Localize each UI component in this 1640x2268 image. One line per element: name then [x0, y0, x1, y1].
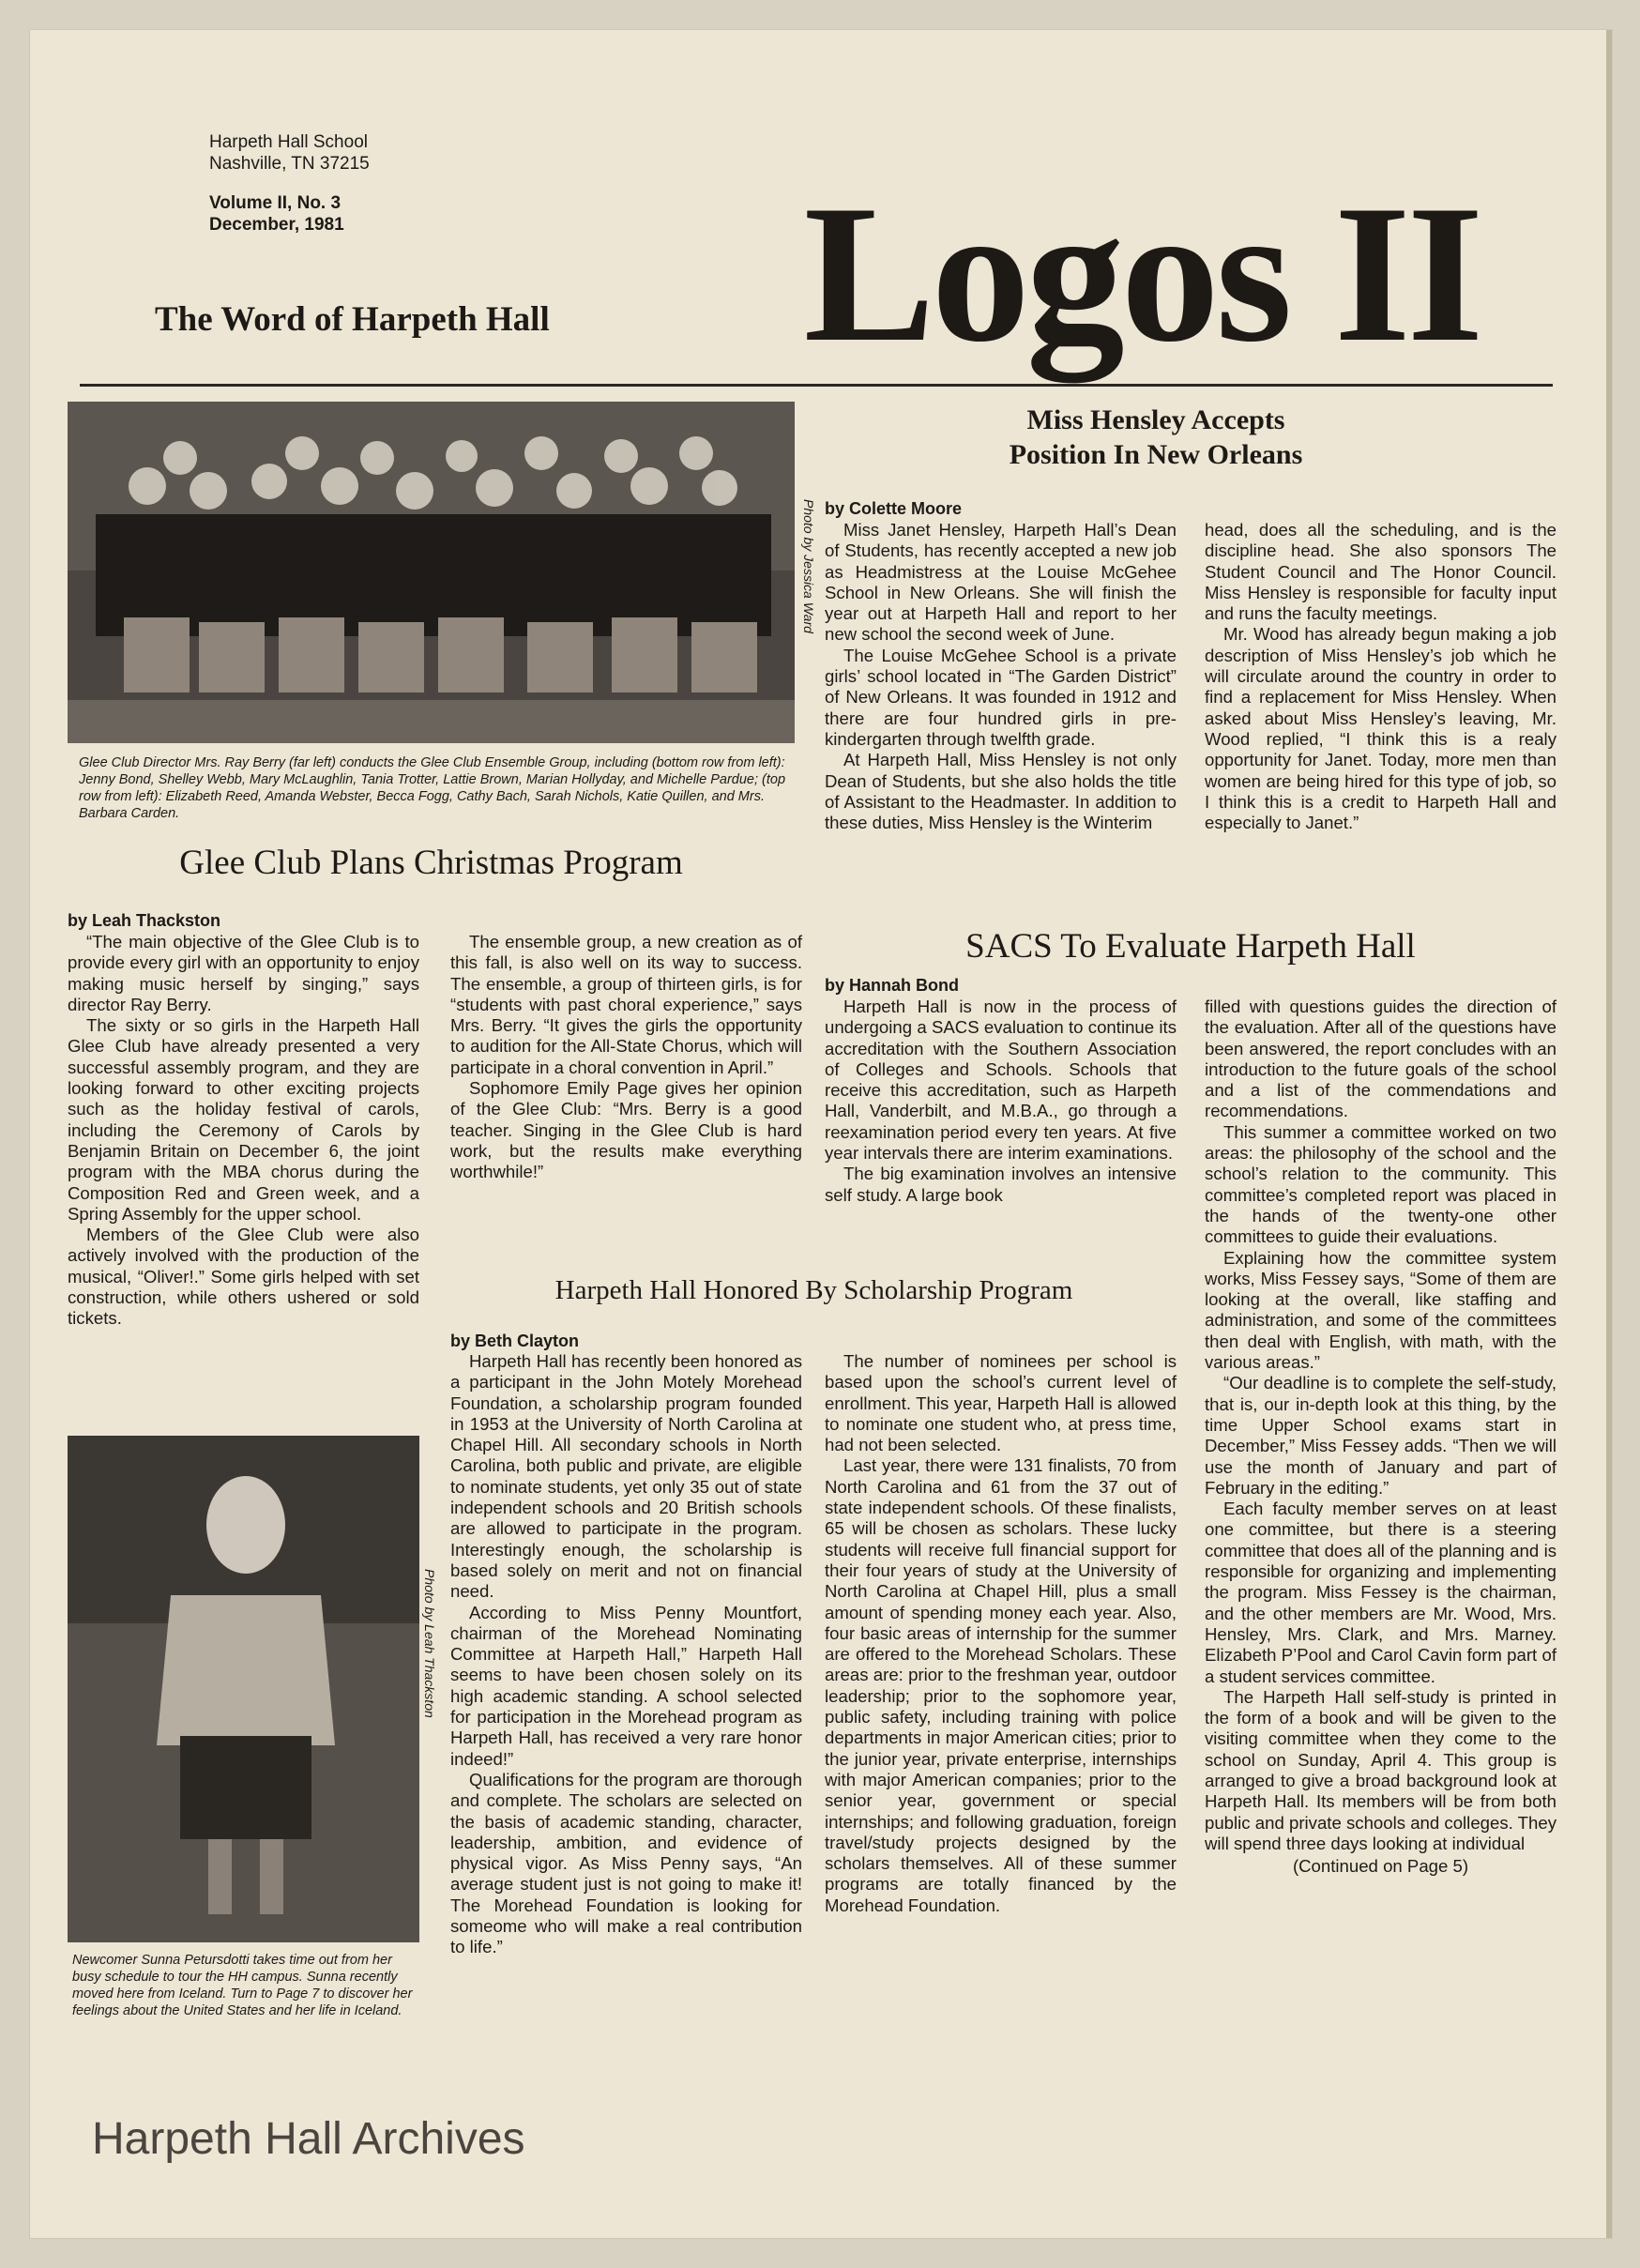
archives-watermark: Harpeth Hall Archives	[92, 2114, 525, 2164]
masthead-rule	[80, 384, 1553, 387]
paragraph: Harpeth Hall is now in the process of undergoing a SACS evaluation to continue its accreditation with the Southern Association of Colleges and Schools. Schools that receive this accreditation, such as Harpeth Hall, Vanderbilt, and M.B.A., go through a reexamination period every ten years. At five year intervals there are interim examinations.	[825, 997, 1177, 1164]
paragraph: Miss Janet Hensley, Harpeth Hall’s Dean of Students, has recently accepted a new job as Headmistress at the Louise McGehee School in New Orleans. She will finish the year out at Harpeth Hall and report to her new school the second week of June.	[825, 520, 1177, 645]
scholarship-headline: Harpeth Hall Honored By Scholarship Program	[554, 1275, 1073, 1305]
paragraph: Harpeth Hall has recently been honored as a participant in the John Motely Morehead Foundation, a scholarship program founded in 1953 at the University of North Carolina at Chapel Hill. All secondary schools in North Carolina, both public and private, are eligible to nominate students, yet only 35 out of state independent schools and 20 British schools are allowed to participate in the program. Interestingly enough, the scholarship is based solely on merit and not on financial need.	[450, 1351, 802, 1602]
scholarship-column-2	[825, 1351, 1177, 1916]
sacs-byline: by Hannah Bond	[825, 976, 959, 995]
paragraph: Qualifications for the program are thorough and complete. The scholars are selected on the basis of academic standing, character, leadership, ambition, and evidence of physical vigor. As Miss Penny says, “An average student just is not going to make it! The Morehead Foundation is looking for someome who will make a real contribution to life.”	[450, 1769, 802, 1957]
sacs-headline: SACS To Evaluate Harpeth Hall	[965, 927, 1416, 966]
glee-photo-caption: Glee Club Director Mrs. Ray Berry (far left) conducts the Glee Club Ensemble Group, including (bottom row from left): Jenny Bond, Shelley Webb, Mary McLaughlin, Tania Trotter, Lattie Brown, Marian Hollyday, and Michelle Pardue; (top row from left): Elizabeth Reed, Amanda Webster, Becca Fogg, Cathy Bach, Sarah Nichols, Katie Quillen, and Mrs. Barbara Carden.	[79, 755, 786, 821]
sacs-column-1	[825, 997, 1177, 1206]
sunna-photo-caption: Newcomer Sunna Petursdotti takes time out from her busy schedule to tour the HH campus. Sunna recently moved here from Iceland. Turn to Page 7 to discover her feelings about the United States and her life in Iceland.	[72, 1953, 413, 2018]
paragraph: filled with questions guides the direction of the evaluation. After all of the questions have been answered, the report concludes with an introduction to the future goals of the school and a list of the commendations and recommendations.	[1205, 997, 1556, 1121]
hensley-byline: by Colette Moore	[825, 499, 963, 518]
paragraph: This summer a committee worked on two areas: the philosophy of the school and the school’s relation to the community. This committee’s completed report was placed in the hands of the twenty-one other committees to guide their evaluations.	[1205, 1121, 1556, 1247]
paragraph: Sophomore Emily Page gives her opinion of the Glee Club: “Mrs. Berry is a good teacher. Singing in the Glee Club is hard work, but the results make everything worthwhile!”	[450, 1078, 802, 1182]
paragraph: The big examination involves an intensive self study. A large book	[825, 1164, 1177, 1205]
glee-headline: Glee Club Plans Christmas Program	[179, 844, 683, 882]
continued-note: (Continued on Page 5)	[1292, 1856, 1469, 1877]
scholarship-column-1	[450, 1351, 802, 1958]
paragraph: “Our deadline is to complete the self-study, that is, our in-depth look at this thing, by the time Upper School exams start in December,” Miss Fessey adds. “Then we will use the month of January and part of February in the editing.”	[1205, 1373, 1556, 1498]
paragraph: At Harpeth Hall, Miss Hensley is not only Dean of Students, but she also holds the title of Assistant to the Headmaster. In addition to these duties, Miss Hensley is the Winterim	[825, 750, 1177, 833]
glee-photo-credit: Photo by Jessica Ward	[801, 499, 816, 633]
paragraph: The ensemble group, a new creation as of this fall, is also well on its way to success. The ensemble, a group of thirteen girls, is for “students with past choral experience,” says Mrs. Berry. “It gives the girls the opportunity to audition for the All-State Chorus, which will participate in a choral convention in April.”	[450, 932, 802, 1077]
tagline: The Word of Harpeth Hall	[155, 300, 550, 339]
paragraph: The Harpeth Hall self-study is printed in the form of a book and will be given to the visiting committee when they come to the school on Sunday, April 4. This group is arranged to give a broad background look at Harpeth Hall. Its members will be from both public and private schools and colleges. They will spend three days looking at individual	[1205, 1686, 1556, 1853]
paragraph: The number of nominees per school is based upon the school’s current level of enrollment. This year, Harpeth Hall is allowed to nominate one student who, at press time, had not been selected.	[825, 1351, 1177, 1455]
paragraph: According to Miss Penny Mountfort, chairman of the Morehead Nominating Committee at Harpeth Hall,” Harpeth Hall seems to have been chosen solely on its high academic standing. A school selected for participation in the Morehead program as Harpeth Hall, has received a very rare honor indeed!”	[450, 1602, 802, 1769]
hensley-column-1	[825, 520, 1177, 833]
newspaper-page	[30, 30, 1612, 2238]
glee-column-2	[450, 932, 802, 1183]
school-name: Harpeth Hall School	[209, 132, 368, 152]
masthead-title: Logos II	[803, 165, 1481, 383]
glee-byline: by Leah Thackston	[68, 911, 221, 930]
paragraph: Explaining how the committee system works, Miss Fessey says, “Some of them are looking at the overall, like staffing and administration, and some of the committees then deal with English, with math, with the various areas.”	[1205, 1247, 1556, 1373]
paragraph: The Louise McGehee School is a private girls’ school located in “The Garden District” of New Orleans. It was founded in 1912 and there are four hundred girls in pre-kindergarten through twelfth grade.	[825, 645, 1177, 749]
paragraph: head, does all the scheduling, and is the discipline head. She also sponsors The Student Council and The Honor Council. Miss Hensley is responsible for faculty input and runs the faculty meetings.	[1205, 520, 1556, 624]
hensley-column-2	[1205, 520, 1556, 833]
volume-number: Volume II, No. 3	[209, 193, 342, 213]
paragraph: Members of the Glee Club were also actively involved with the production of the musical, “Oliver!.” Some girls helped with set construction, while others ushered or sold tickets.	[68, 1225, 419, 1329]
hensley-headline	[818, 403, 1494, 472]
issue-date: December, 1981	[209, 215, 344, 235]
sacs-column-2	[1205, 997, 1556, 1877]
glee-column-1	[68, 932, 419, 1330]
paragraph: Last year, there were 131 finalists, 70 from North Carolina and 61 from the 37 out of state independent schools. Of these finalists, 65 will be chosen as scholars. These lucky students will receive full financial support for their four years of study at the University of North Carolina at Chapel Hill, plus a small amount of spending money each year. Also, four basic areas of internship for the summer are offered to the Morehead Scholars. These areas are: prior to the freshman year, outdoor leadership; prior to the sophomore year, public safety, including training with police departments in major American cities; prior to the junior year, private enterprise, internships with major American companies; prior to the senior year, government or special internships; and following graduation, foreign travel/study projects designed by the scholars themselves. All of these summer programs are totally financed by the Morehead Foundation.	[825, 1455, 1177, 1915]
paragraph: Each faculty member serves on at least one committee, but there is a steering committee that does all of the planning and is responsible for organizing and implementing the program. Miss Fessey is the chairman, and the other members are Mr. Wood, Mrs. Hensley, Mrs. Clark, and Mrs. Marney. Elizabeth P’Pool and Carol Cavin form part of a student services committee.	[1205, 1499, 1556, 1686]
hensley-headline-line2: Position In New Orleans	[1009, 439, 1303, 470]
paragraph: “The main objective of the Glee Club is to provide every girl with an opportunity to enjoy making music herself by singing,” says director Ray Berry.	[68, 932, 419, 1014]
sunna-photo-credit: Photo by Leah Thackston	[422, 1569, 437, 1718]
sunna-photo	[68, 1436, 419, 1942]
school-address: Nashville, TN 37215	[209, 154, 370, 174]
hensley-headline-line1: Miss Hensley Accepts	[1026, 404, 1285, 435]
scholarship-byline: by Beth Clayton	[450, 1332, 580, 1350]
paragraph: Mr. Wood has already begun making a job description of Miss Hensley’s job which he will circulate around the country in order to find a replacement for Miss Hensley. When asked about Miss Hensley’s leaving, Mr. Wood replied, “I think this is a realy opportunity for Janet. Today, more men than women are being hired for this type of job, so I think this is a credit to Harpeth Hall and especially to Janet.”	[1205, 624, 1556, 833]
paragraph: The sixty or so girls in the Harpeth Hall Glee Club have already presented a very successful assembly program, and they are looking forward to other exciting projects such as the holiday festival of carols, including the Ceremony of Carols by Benjamin Britain on December 6, the joint program with the MBA chorus during the Composition Red and Green week, and a Spring Assembly for the upper school.	[68, 1015, 419, 1224]
glee-club-photo	[68, 402, 795, 743]
